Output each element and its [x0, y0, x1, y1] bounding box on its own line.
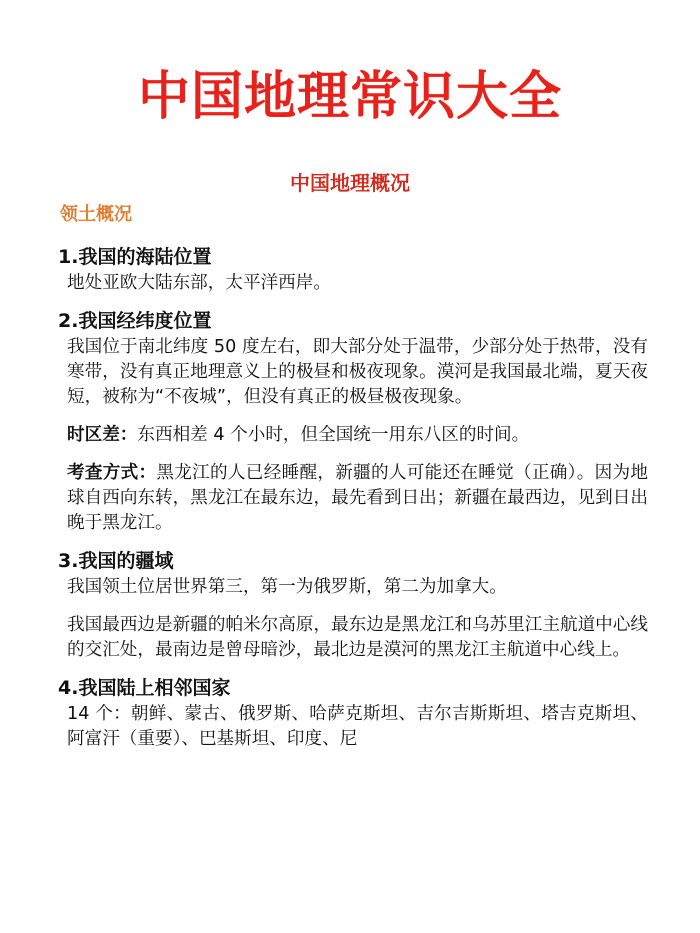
paragraph-latitude-description: 我国位于南北纬度 50 度左右，即大部分处于温带，少部分处于热带，没有寒带，没有真正地理意义上的极昼和极夜现象。漠河是我国最北端，夏天夜短，被称为“不夜城”，但没有真正的极昼极夜现象。	[67, 337, 648, 407]
paragraph-time-zone	[67, 423, 648, 448]
section-heading-latitude-longitude: 2.我国经纬度位置	[58, 310, 212, 332]
section-heading-sea-land-position: 1.我国的海陆位置	[58, 246, 212, 268]
section-heading-neighbors: 4.我国陆上相邻国家	[58, 677, 231, 699]
section-heading-territory: 3.我国的疆域	[58, 550, 174, 572]
time-zone-text: 东西相差 4 个小时，但全国统一用东八区的时间。	[137, 425, 530, 445]
time-zone-lead: 时区差：	[67, 425, 138, 445]
exam-method-lead: 考查方式：	[67, 463, 157, 483]
paragraph-territory-rank: 我国领土位居世界第三，第一为俄罗斯，第二为加拿大。	[67, 577, 507, 597]
exam-method-text: 黑龙江的人已经睡醒，新疆的人可能还在睡觉（正确）。因为地球自西向东转，黑龙江在最东边，最先看到日出；新疆在最西边，见到日出晚于黑龙江。	[67, 463, 648, 533]
category-label: 领土概况	[60, 204, 132, 225]
content-body	[58, 243, 648, 752]
page-title: 中国地理常识大全	[137, 67, 562, 127]
paragraph-exam-method	[67, 461, 648, 536]
paragraph-territory-extremes: 我国最西边是新疆的帕米尔高原，最东边是黑龙江和乌苏里江主航道中心线的交汇处，最南边是曾母暗沙，最北边是漠河的黑龙江主航道中心线上。	[67, 615, 648, 660]
paragraph-sea-land-position: 地处亚欧大陆东部，太平洋西岸。	[67, 273, 331, 293]
paragraph-neighbors-list: 14 个：朝鲜、蒙古、俄罗斯、哈萨克斯坦、吉尔吉斯斯坦、塔吉克斯坦、阿富汗（重要）、巴基斯坦、印度、尼	[67, 704, 648, 749]
section-subtitle: 中国地理概况	[290, 171, 410, 195]
